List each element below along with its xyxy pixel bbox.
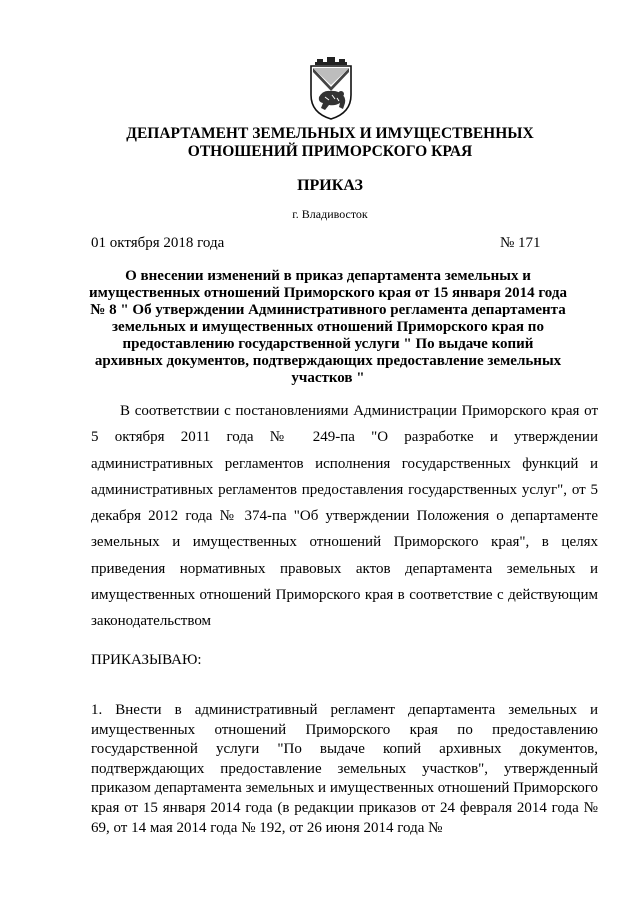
organization-name-line2: ОТНОШЕНИЙ ПРИМОРСКОГО КРАЯ [187,143,473,160]
document-number: № 171 [500,235,541,251]
preamble-paragraph: В соответствии с постановлениями Администрации Приморского края от 5 октября 2011 года № 249-па "О разработке и утверждении административных регламентов исполнения государственных функций и административных регламентов предоставления государственных услуг", от 5 декабря 2012 года № 374-па "Об утверждении Положения о департаменте земельных и имущественных отношений Приморского края", в целях приведения нормативных правовых актов департамента земельных и имущественных отношений Приморского края в соответствие с действующим законодательством [91,403,598,630]
clause-1-paragraph: 1. Внести в административный регламент департамента земельных и имущественных отношений Приморского края по предоставлению государственной услуги "По выдаче копий архивных документов, подтверждающих предоставление земельных участков", утвержденный приказом департамента земельных и имущественных отношений Приморского края от 15 января 2014 года (в редакции приказов от 24 февраля 2014 года № 69, от 14 мая 2014 года № 192, от 26 июня 2014 года № [91,702,598,836]
document-type: ПРИКАЗ [297,177,363,194]
document-city: г. Владивосток [292,207,368,221]
organization-name [60,125,600,161]
organization-name-line1: ДЕПАРТАМЕНТ ЗЕМЕЛЬНЫХ И ИМУЩЕСТВЕННЫХ [126,125,534,142]
primorsky-krai-coat-of-arms-icon [305,57,357,121]
document-date: 01 октября 2018 года [91,235,225,251]
orders-word: ПРИКАЗЫВАЮ: [91,652,202,668]
document-subject: О внесении изменений в приказ департамента земельных и имущественных отношений Приморского края от 15 января 2014 года № 8 " Об утверждении Административного регламента департамента земельных и имущественных отношений Приморского края по предоставлению государственной услуги " По выдаче копий архивных документов, подтверждающих предоставление земельных участков " [89,268,567,386]
